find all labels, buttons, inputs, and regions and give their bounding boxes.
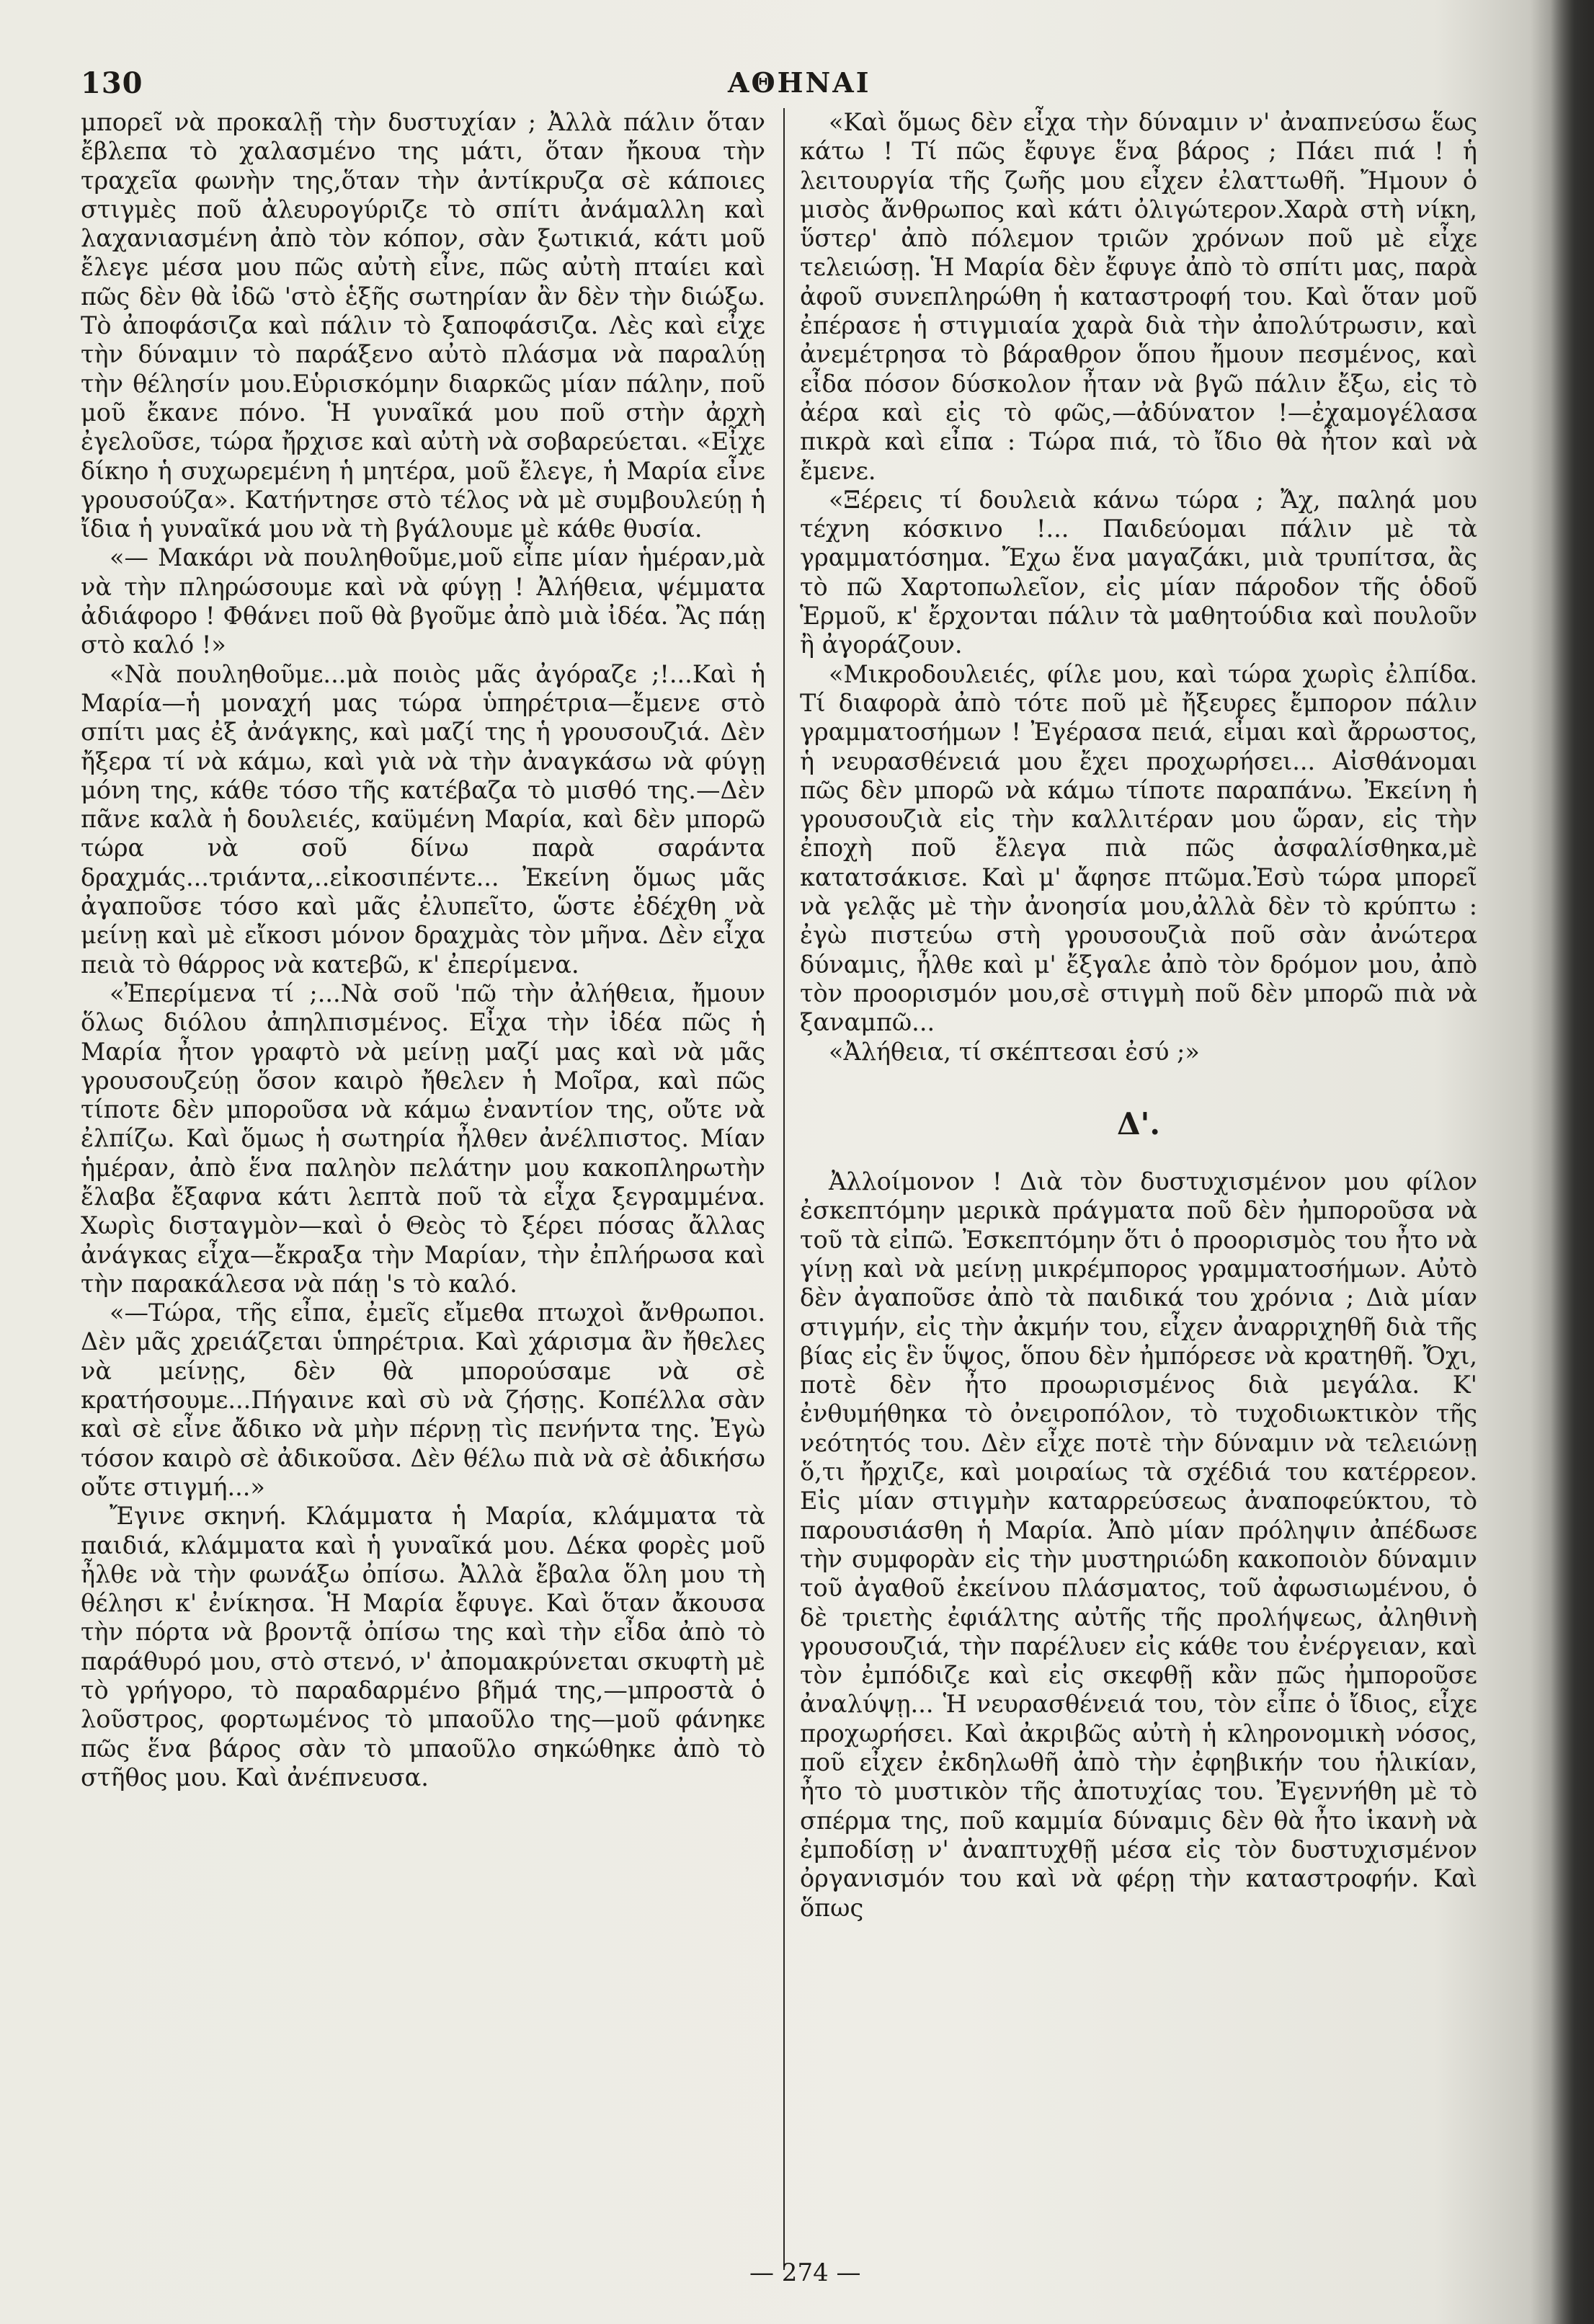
section-heading: Δ'. (1116, 1105, 1161, 1141)
paragraph: «Νὰ πουληθοῦμε...μὰ ποιὸς μᾶς ἀγόραζε ;!...Καὶ ἡ Μαρία—ἡ μοναχή μας τώρα ὑπηρέτρια—ἔμενε στὸ σπίτι μας ἐξ ἀνάγκης, καὶ μαζί της ἡ γρουσουζιά. Δὲν ἤξερα τί νὰ κάμω, καὶ γιὰ νὰ τὴν ἀναγκάσω νὰ φύγῃ μόνη της, κάθε τόσο τῆς κατέβαζα τὸ μισθό της.—Δὲν πᾶνε καλὰ ἡ δουλειές, καϋμένη Μαρία, καὶ δὲν μπορῶ τώρα νὰ σοῦ δίνω παρὰ σαράντα δραχμάς...τριάντα,..εἰκοσιπέντε... Ἐκείνη ὅμως μᾶς ἀγαποῦσε τόσο καὶ μᾶς ἐλυπεῖτο, ὥστε ἐδέχθη νὰ μείνῃ καὶ μὲ εἴκοσι μόνον δραχμὰς τὸν μῆνα. Δὲν εἶχα πειὰ τὸ θάρρος νὰ κατεβῶ, κ' ἐπερίμενα. (81, 659, 765, 979)
right-column (800, 108, 1477, 1923)
paragraph: Ἔγινε σκηνή. Κλάμματα ἡ Μαρία, κλάμματα τὰ παιδιά, κλάμματα καὶ ἡ γυναῖκά μου. Δέκα φορὲς μοῦ ἦλθε νὰ τὴν φωνάξω ὀπίσω. Ἀλλὰ ἔβαλα ὅλη μου τὴ θέλησι κ' ἐνίκησα. Ἡ Μαρία ἔφυγε. Καὶ ὅταν ἄκουσα τὴν πόρτα νὰ βροντᾷ ὀπίσω της καὶ τὴν εἶδα ἀπὸ τὸ παράθυρό μου, στὸ στενό, ν' ἀπομακρύνεται σκυφτὴ μὲ τὸ γρήγορο, τὸ παραδαρμένο βῆμά της,—μπροστὰ ὁ λοῦστρος, φορτωμένος τὸ μπαοῦλο της—μοῦ φάνηκε πῶς ἕνα βάρος σὰν τὸ μπαοῦλο σηκώθηκε ἀπὸ τὸ στῆθος μου. Καὶ ἀνέπνευσα. (81, 1502, 765, 1791)
paragraph: «Μικροδουλειές, φίλε μου, καὶ τώρα χωρὶς ἐλπίδα. Τί διαφορὰ ἀπὸ τότε ποῦ μὲ ἤξευρες ἔμπορον πάλιν γραμματοσήμων ! Ἐγέρασα πειά, εἶμαι καὶ ἄρρωστος, ἡ νευρασθένειά μου ἔχει προχωρήσει... Αἰσθάνομαι πῶς δὲν μπορῶ νὰ κάμω τίποτε παραπάνω. Ἐκείνη ἡ γρουσουζιὰ εἰς τὴν καλλιτέραν μου ὥραν, εἰς τὴν ἐποχὴ ποῦ ἔλεγα πιὰ πῶς ἀσφαλίσθηκα,μὲ κατατσάκισε. Καὶ μ' ἄφησε πτῶμα.Ἐσὺ τώρα μπορεῖ νὰ γελᾷς μὲ τὴν ἀνοησία μου,ἀλλὰ δὲν τὸ κρύπτω : ἐγὼ πιστεύω στὴ γρουσουζιὰ ποῦ σὰν ἀνώτερα δύναμις, ἦλθε καὶ μ' ἔξγαλε ἀπὸ τὸν δρόμον μου, ἀπὸ τὸν προορισμόν μου,σὲ στιγμὴ ποῦ δὲν μπορῶ πιὰ νὰ ξαναμπῶ... (800, 659, 1477, 1037)
paragraph: «— Μακάρι νὰ πουληθοῦμε,μοῦ εἶπε μίαν ἡμέραν,μὰ νὰ τὴν πληρώσουμε καὶ νὰ φύγῃ ! Ἀλήθεια, ψέμματα ἀδιάφορο ! Φθάνει ποῦ θὰ βγοῦμε ἀπὸ μιὰ ἰδέα. Ἂς πάῃ στὸ καλό !» (81, 543, 765, 659)
paragraph: Ἀλλοίμονον ! Διὰ τὸν δυστυχισμένον μου φίλον ἐσκεπτόμην μερικὰ πράγματα ποῦ δὲν ἠμποροῦσα νὰ τοῦ τὰ εἰπῶ. Ἐσκεπτόμην ὅτι ὁ προορισμὸς του ἦτο νὰ γίνῃ καὶ νὰ μείνῃ μικρέμπορος γραμματοσήμων. Αὐτὸ δὲν ἀγαποῦσε ἀπὸ τὰ παιδικά του χρόνια ; Διὰ μίαν στιγμήν, εἰς τὴν ἀκμήν του, εἶχεν ἀναρριχηθῆ διὰ τῆς βίας εἰς ἓν ὕψος, ὅπου δὲν ἠμπόρεσε νὰ κρατηθῆ. Ὄχι, ποτὲ δὲν ἦτο προωρισμένος διὰ μεγάλα. Κ' ἐνθυμήθηκα τὸ ὀνειροπόλον, τὸ τυχοδιωκτικὸν τῆς νεότητός του. Δὲν εἶχε ποτὲ τὴν δύναμιν νὰ τελειώνῃ ὅ,τι ἤρχιζε, καὶ μοιραίως τὰ σχέδιά του κατέρρεον. Εἰς μίαν στιγμὴν καταρρεύσεως ἀναποφεύκτου, τὸ παρουσιάσθη ἡ Μαρία. Ἀπὸ μίαν πρόληψιν ἀπέδωσε τὴν συμφορὰν εἰς τὴν μυστηριώδη κακοποιὸν δύναμιν τοῦ ἀγαθοῦ ἐκείνου πλάσματος, τοῦ ἀφωσιωμένου, ὁ δὲ τριετὴς ἐφιάλτης αὐτῆς τῆς προλήψεως, ἀληθινὴ γρουσουζιά, τὴν παρέλυεν εἰς κάθε του ἐνέργειαν, καὶ τὸν ἐμπόδιζε καὶ εἰς σκεφθῇ κἂν πῶς ἠμποροῦσε ἀναλύψῃ... Ἡ νευρασθένειά του, τὸν εἶπε ὁ ἴδιος, εἶχε προχωρήσει. Καὶ ἀκριβῶς αὐτὴ ἡ κληρονομικὴ νόσος, ποῦ εἶχεν ἐκδηλωθῆ ἀπὸ τὴν ἐφηβικήν του ἡλικίαν, ἦτο τὸ μυστικὸν τῆς ἀποτυχίας του. Ἐγεννήθη μὲ τὸ σπέρμα της, ποῦ καμμία δύναμις δὲν θὰ ἦτο ἱκανὴ νὰ ἐμποδίσῃ ν' ἀναπτυχθῇ μέσα εἰς τὸν δυστυχισμένον ὀργανισμόν του καὶ νὰ φέρῃ τὴν καταστροφήν. Καὶ ὅπως (800, 1167, 1477, 1922)
left-column (81, 108, 765, 1792)
paragraph: «Ἀλήθεια, τί σκέπτεσαι ἐσύ ;» (829, 1037, 1200, 1066)
column-divider (783, 108, 785, 2270)
paragraph: «—Τώρα, τῆς εἶπα, ἐμεῖς εἴμεθα πτωχοὶ ἄνθρωποι. Δὲν μᾶς χρειάζεται ὑπηρέτρια. Καὶ χάρισμα ἂν ἤθελες νὰ μείνῃς, δὲν θὰ μπορούσαμε νὰ σὲ κρατήσουμε...Πήγαινε καὶ σὺ νὰ ζήσῃς. Κοπέλλα σὰν καὶ σὲ εἶνε ἄδικο νὰ μὴν πέρνῃ τὶς πενήντα της. Ἐγὼ τόσον καιρὸ σὲ ἀδικοῦσα. Δὲν θέλω πιὰ νὰ σὲ ἀδικήσω οὔτε στιγμή...» (81, 1299, 765, 1501)
paragraph: μπορεῖ νὰ προκαλῇ τὴν δυστυχίαν ; Ἀλλὰ πάλιν ὅταν ἔβλεπα τὸ χαλασμένο της μάτι, ὅταν ἤκουα τὴν τραχεῖα φωνὴν της,ὅταν τὴν ἀντίκρυζα σὲ κάποιες στιγμὲς ποῦ ἀλευρογύριζε τὸ σπίτι ἀνάμαλλη καὶ λαχανιασμένη ἀπὸ τὸν κόπον, σὰν ξωτικιά, κάτι μοῦ ἔλεγε μέσα μου πῶς αὐτὴ εἶνε, πῶς αὐτὴ πταίει καὶ πῶς δὲν θὰ ἰδῶ 'στὸ ἑξῆς σωτηρίαν ἂν δὲν τὴν διώξω. Τὸ ἀποφάσιζα καὶ πάλιν τὸ ξαποφάσιζα. Λὲς καὶ εἶχε τὴν δύναμιν τὸ παράξενο αὐτὸ πλάσμα νὰ παραλύῃ τὴν θέλησίν μου.Εὑρισκόμην διαρκῶς μίαν πάλην, ποῦ μοῦ ἔκανε πόνο. Ἡ γυναῖκά μου ποῦ στὴν ἀρχὴ ἐγελοῦσε, τώρα ἤρχισε καὶ αὐτὴ νὰ σοβαρεύεται. «Εἶχε δίκηο ἡ συχωρεμένη ἡ μητέρα, μοῦ ἔλεγε, ἡ Μαρία εἶνε γρουσούζα». Κατήντησε στὸ τέλος νὰ μὲ συμβουλεύῃ ἡ ἴδια ἡ γυναῖκά μου νὰ τὴ βγάλουμε μὲ κάθε θυσία. (81, 108, 765, 543)
folio-number: — 274 — (749, 2258, 861, 2287)
paragraph: «Ἐπερίμενα τί ;...Νὰ σοῦ 'πῶ τὴν ἀλήθεια, ἤμουν ὅλως διόλου ἀπηλπισμένος. Εἶχα τὴν ἰδέα πῶς ἡ Μαρία ἦτον γραφτὸ νὰ μείνῃ μαζί μας καὶ νὰ μᾶς γρουσουζεύῃ ὅσον καιρὸ ἤθελεν ἡ Μοῖρα, καὶ πῶς τίποτε δὲν μποροῦσα νὰ κάμω ἐναντίον της, οὔτε νὰ ἐλπίζω. Καὶ ὅμως ἡ σωτηρία ἦλθεν ἀνέλπιστος. Μίαν ἡμέραν, ἀπὸ ἕνα παληὸν πελάτην μου κακοπληρωτὴν ἔλαβα ἔξαφνα κάτι λεπτὰ ποῦ τὰ εἶχα ξεγραμμένα. Χωρὶς δισταγμὸν—καὶ ὁ Θεὸς τὸ ξέρει πόσας ἄλλας ἀνάγκας εἶχα—ἔκραξα τὴν Μαρίαν, τὴν ἐπλήρωσα καὶ τὴν παρακάλεσα νὰ πάῃ 's τὸ καλό. (81, 979, 765, 1298)
running-head: ΑΘΗΝΑΙ (728, 66, 871, 99)
paragraph: «Ξέρεις τί δουλειὰ κάνω τώρα ; Ἄχ, παληά μου τέχνη κόσκινο !... Παιδεύομαι πάλιν μὲ τὰ γραμματόσημα. Ἔχω ἕνα μαγαζάκι, μιὰ τρυπίτσα, ἂς τὸ πῶ Χαρτοπωλεῖον, εἰς μίαν πάροδον τῆς ὁδοῦ Ἑρμοῦ, κ' ἔρχονται πάλιν τὰ μαθητούδια καὶ πουλοῦν ἢ ἀγοράζουν. (800, 485, 1477, 659)
paragraph: «Καὶ ὅμως δὲν εἶχα τὴν δύναμιν ν' ἀναπνεύσω ἕως κάτω ! Τί πῶς ἔφυγε ἕνα βάρος ; Πάει πιά ! ἡ λειτουργία τῆς ζωῆς μου εἶχεν ἐλαττωθῆ. Ἤμουν ὁ μισὸς ἄνθρωπος καὶ κάτι ὀλιγώτερον.Χαρὰ στὴ νίκη, ὕστερ' ἀπὸ πόλεμον τριῶν χρόνων ποῦ μὲ εἶχε τελειώσῃ. Ἡ Μαρία δὲν ἔφυγε ἀπὸ τὸ σπίτι μας, παρὰ ἀφοῦ συνεπληρώθη ἡ καταστροφή του. Καὶ ὅταν μοῦ ἐπέρασε ἡ στιγμιαία χαρὰ διὰ τὴν ἀπολύτρωσιν, καὶ ἀνεμέτρησα τὸ βάραθρον ὅπου ἤμουν πεσμένος, καὶ εἶδα πόσον δύσκολον ἦταν νὰ βγῶ πάλιν ἔξω, εἰς τὸ ἀέρα καὶ εἰς τὸ φῶς,—ἀδύνατον !—ἐχαμογέλασα πικρὰ καὶ εἶπα : Τώρα πιά, τὸ ἴδιο θὰ ἦτον καὶ νὰ ἔμενε. (800, 108, 1477, 485)
page-number: 130 (81, 66, 143, 100)
binding-shadow (1551, 0, 1594, 2324)
